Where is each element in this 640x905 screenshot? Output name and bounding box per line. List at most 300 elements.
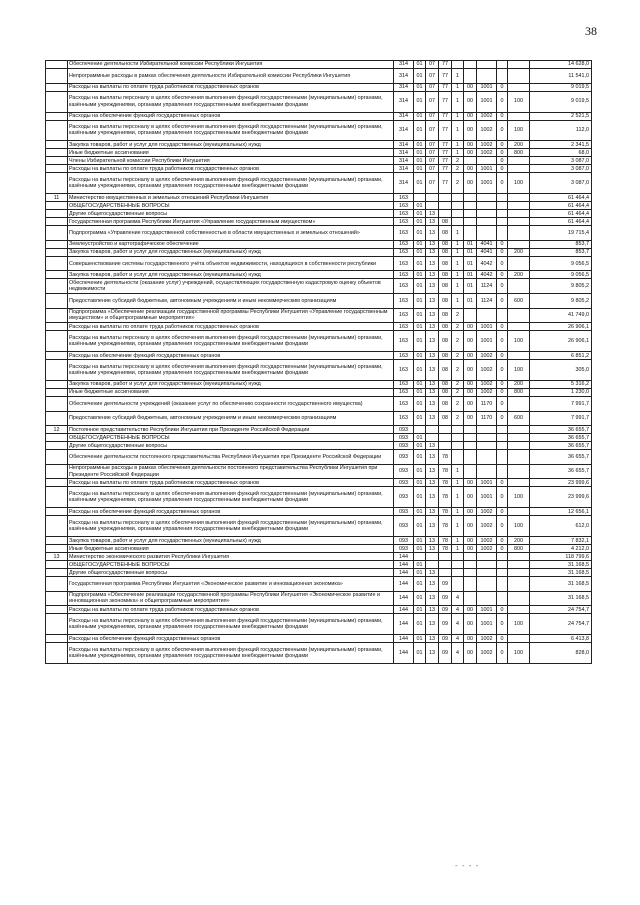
section-code: 01 [414,360,426,381]
row-number [46,165,68,173]
event-code [464,68,477,83]
row-number [46,397,68,412]
subsection-code: 13 [426,591,439,606]
target-code: 0 [497,141,508,149]
table-row [46,479,592,487]
ministry-code: 093 [394,508,414,516]
direction-code: 1002 [477,508,497,516]
row-amount: 9 056,5 [530,256,592,271]
event-code [464,308,477,323]
row-name: Подпрограмма «Управление государственной собственностью в области имущественных и земельных отношений» [68,226,394,241]
row-number [46,308,68,323]
table-row [46,450,592,465]
program-code [439,426,452,434]
row-name: Расходы на выплаты персоналу в целях обеспечения выполнения функций государственными (муниципальными) органами, казёнными учреждениями, органами управления государственными внебюджетными фондами [68,516,394,537]
program-code: 77 [439,68,452,83]
expense-type-code: 200 [508,271,530,279]
program-code: 08 [439,256,452,271]
target-code: 0 [497,173,508,194]
row-amount: 9 056,5 [530,271,592,279]
row-amount: 2 521,5 [530,112,592,120]
program-code: 09 [439,606,452,614]
subsection-code: 13 [426,308,439,323]
subsection-code: 13 [426,331,439,352]
subprogram-code [452,434,464,442]
subprogram-code [452,210,464,218]
row-amount: 853,7 [530,240,592,248]
subsection-code [426,561,439,569]
program-code: 77 [439,173,452,194]
row-number [46,173,68,194]
target-code [497,210,508,218]
ministry-code: 093 [394,426,414,434]
target-code: 0 [497,149,508,157]
row-number [46,487,68,508]
subsection-code: 13 [426,464,439,479]
event-code: 00 [464,173,477,194]
table-row [46,256,592,271]
subsection-code: 13 [426,397,439,412]
row-name: Министерство имущественных и земельных отношений Республики Ингушетия [68,194,394,202]
ministry-code: 163 [394,210,414,218]
row-amount: 7 991,7 [530,411,592,426]
section-code: 01 [414,516,426,537]
subsection-code: 13 [426,537,439,545]
event-code: 01 [464,294,477,309]
expense-type-code [508,450,530,465]
subprogram-code [452,194,464,202]
row-name: Расходы на выплаты по оплате труда работников государственных органов [68,83,394,91]
target-code: 0 [497,165,508,173]
target-code: 0 [497,323,508,331]
section-code: 01 [414,141,426,149]
expense-type-code [508,323,530,331]
direction-code [477,194,497,202]
target-code [497,308,508,323]
direction-code: 1001 [477,173,497,194]
section-code: 01 [414,614,426,635]
target-code [497,553,508,561]
row-name: Закупка товаров, работ и услуг для государственных (муниципальных) нужд [68,248,394,256]
row-amount: 31 168,5 [530,561,592,569]
event-code: 00 [464,411,477,426]
row-amount: 36 655,7 [530,426,592,434]
event-code: 00 [464,381,477,389]
subsection-code: 13 [426,606,439,614]
subsection-code: 13 [426,450,439,465]
row-number [46,68,68,83]
target-code: 0 [497,487,508,508]
subsection-code: 13 [426,545,439,553]
subprogram-code [452,442,464,450]
ministry-code: 163 [394,218,414,226]
section-code: 01 [414,61,426,69]
target-code: 0 [497,256,508,271]
section-code: 01 [414,635,426,643]
expense-type-code: 100 [508,91,530,112]
subsection-code: 07 [426,165,439,173]
event-code: 01 [464,271,477,279]
table-row [46,411,592,426]
subsection-code [426,194,439,202]
direction-code: 1002 [477,141,497,149]
expense-type-code [508,577,530,592]
row-name: Непрограммные расходы в рамках обеспечения деятельности постоянного представительства Республики Ингушетия при Президенте Российской Федерации [68,464,394,479]
row-amount: 6 851,2 [530,352,592,360]
target-code [497,434,508,442]
row-number [46,643,68,664]
subprogram-code: 2 [452,308,464,323]
event-code: 00 [464,397,477,412]
target-code [497,442,508,450]
row-number [46,83,68,91]
direction-code: 1002 [477,112,497,120]
ministry-code: 163 [394,323,414,331]
target-code [497,194,508,202]
target-code [497,450,508,465]
table-row [46,271,592,279]
row-name: Расходы на выплаты персоналу в целях обеспечения выполнения функций государственными (муниципальными) органами, казёнными учреждениями, органами управления государственными внебюджетными фондами [68,643,394,664]
row-amount: 31 168,5 [530,569,592,577]
target-code [497,202,508,210]
row-amount: 118 799,6 [530,553,592,561]
section-code: 01 [414,537,426,545]
row-name: Обеспечение деятельности Избирательной комиссии Республики Ингушетия [68,61,394,69]
program-code [439,434,452,442]
target-code: 0 [497,614,508,635]
target-code [497,61,508,69]
subprogram-code [452,218,464,226]
event-code: 00 [464,120,477,141]
target-code: 0 [497,537,508,545]
expense-type-code [508,194,530,202]
program-code [439,210,452,218]
row-amount: 26 906,1 [530,331,592,352]
program-code: 78 [439,516,452,537]
expense-type-code [508,308,530,323]
event-code: 00 [464,91,477,112]
row-number [46,248,68,256]
subsection-code: 13 [426,442,439,450]
subprogram-code: 1 [452,487,464,508]
table-row [46,537,592,545]
section-code: 01 [414,389,426,397]
section-code: 01 [414,397,426,412]
row-amount: 26 906,1 [530,323,592,331]
program-code: 08 [439,331,452,352]
direction-code: 1002 [477,389,497,397]
table-row [46,545,592,553]
direction-code: 1001 [477,487,497,508]
table-row [46,635,592,643]
subprogram-code: 2 [452,397,464,412]
expense-type-code [508,426,530,434]
program-code: 77 [439,149,452,157]
target-code [497,577,508,592]
row-number [46,352,68,360]
table-row [46,83,592,91]
row-name: Расходы на выплаты персоналу в целях обеспечения выполнения функций государственными (муниципальными) органами, казёнными учреждениями, органами управления государственными внебюджетными фондами [68,173,394,194]
program-code: 08 [439,381,452,389]
subprogram-code: 1 [452,256,464,271]
section-code: 01 [414,256,426,271]
event-code: 00 [464,141,477,149]
subsection-code: 07 [426,91,439,112]
scan-mark: - - - - [455,861,480,870]
subsection-code: 07 [426,141,439,149]
target-code [497,426,508,434]
expense-type-code [508,442,530,450]
target-code: 0 [497,411,508,426]
table-row [46,561,592,569]
direction-code [477,226,497,241]
program-code: 77 [439,112,452,120]
row-number [46,606,68,614]
row-amount: 5 316,2 [530,381,592,389]
row-name: Закупка товаров, работ и услуг для государственных (муниципальных) нужд [68,271,394,279]
subsection-code: 13 [426,279,439,294]
table-row [46,112,592,120]
event-code [464,591,477,606]
table-row [46,614,592,635]
expense-type-code: 600 [508,294,530,309]
subsection-code: 13 [426,569,439,577]
row-number [46,479,68,487]
subprogram-code [452,426,464,434]
subprogram-code: 2 [452,389,464,397]
ministry-code: 163 [394,279,414,294]
ministry-code: 314 [394,91,414,112]
section-code: 01 [414,569,426,577]
expense-type-code [508,83,530,91]
direction-code: 1001 [477,91,497,112]
event-code [464,450,477,465]
row-name: Другие общегосударственные вопросы [68,569,394,577]
program-code [439,202,452,210]
expense-type-code: 100 [508,331,530,352]
direction-code: 1001 [477,614,497,635]
row-amount: 1 230,0 [530,389,592,397]
target-code [497,226,508,241]
program-code: 77 [439,91,452,112]
direction-code: 1001 [477,165,497,173]
subsection-code: 07 [426,157,439,165]
table-row [46,606,592,614]
expense-type-code: 200 [508,248,530,256]
ministry-code: 144 [394,553,414,561]
row-name: Расходы на выплаты персоналу в целях обеспечения выполнения функций государственными (муниципальными) органами, казёнными учреждениями, органами управления государственными внебюджетными фондами [68,331,394,352]
row-name: Члены Избирательной комиссии Республики Ингушетия [68,157,394,165]
row-name: Совершенствование системы государственного учёта объектов недвижимости, находящихся в собственности республики [68,256,394,271]
row-amount: 9 805,2 [530,279,592,294]
target-code: 0 [497,83,508,91]
row-number [46,210,68,218]
subprogram-code: 1 [452,112,464,120]
ministry-code: 093 [394,450,414,465]
target-code: 0 [497,643,508,664]
expense-type-code [508,561,530,569]
table-row [46,141,592,149]
program-code: 77 [439,157,452,165]
expense-type-code [508,591,530,606]
row-number: 11 [46,194,68,202]
ministry-code: 144 [394,569,414,577]
subprogram-code [452,577,464,592]
row-name: Расходы на обеспечение функций государственных органов [68,112,394,120]
program-code: 08 [439,226,452,241]
ministry-code: 314 [394,61,414,69]
expense-type-code [508,569,530,577]
subsection-code: 13 [426,360,439,381]
row-name: Расходы на обеспечение функций государственных органов [68,352,394,360]
program-code: 09 [439,577,452,592]
program-code [439,553,452,561]
target-code [497,591,508,606]
event-code [464,157,477,165]
row-number [46,577,68,592]
program-code: 08 [439,397,452,412]
subprogram-code: 1 [452,120,464,141]
table-row [46,248,592,256]
ministry-code: 144 [394,561,414,569]
row-name: Расходы на выплаты по оплате труда работников государственных органов [68,479,394,487]
target-code: 0 [497,91,508,112]
row-number [46,323,68,331]
section-code: 01 [414,508,426,516]
subsection-code: 13 [426,248,439,256]
section-code: 01 [414,450,426,465]
subprogram-code: 1 [452,91,464,112]
target-code: 0 [497,294,508,309]
ministry-code: 314 [394,83,414,91]
expense-type-code [508,553,530,561]
direction-code: 4041 [477,248,497,256]
section-code: 01 [414,442,426,450]
ministry-code: 314 [394,120,414,141]
table-row [46,157,592,165]
row-amount: 612,0 [530,516,592,537]
ministry-code: 093 [394,516,414,537]
row-number [46,411,68,426]
direction-code [477,426,497,434]
table-row [46,553,592,561]
table-row [46,279,592,294]
program-code: 08 [439,360,452,381]
event-code [464,569,477,577]
table-body [46,61,592,664]
event-code: 00 [464,389,477,397]
direction-code: 1124 [477,294,497,309]
section-code: 01 [414,352,426,360]
program-code: 78 [439,545,452,553]
section-code: 01 [414,202,426,210]
row-name: Расходы на выплаты по оплате труда работников государственных органов [68,606,394,614]
section-code: 01 [414,91,426,112]
row-name: Закупка товаров, работ и услуг для государственных (муниципальных) нужд [68,141,394,149]
section-code: 01 [414,411,426,426]
row-name: Расходы на обеспечение функций государственных органов [68,508,394,516]
subprogram-code: 1 [452,508,464,516]
subprogram-code: 1 [452,83,464,91]
expense-type-code [508,210,530,218]
expense-type-code [508,464,530,479]
event-code: 01 [464,279,477,294]
row-amount: 24 754,7 [530,614,592,635]
section-code: 01 [414,120,426,141]
row-number [46,202,68,210]
table-row [46,577,592,592]
direction-code [477,561,497,569]
row-name: Расходы на выплаты по оплате труда работников государственных органов [68,323,394,331]
direction-code: 4042 [477,256,497,271]
event-code [464,464,477,479]
section-code: 01 [414,591,426,606]
section-code: 01 [414,112,426,120]
program-code: 78 [439,487,452,508]
direction-code [477,450,497,465]
table-row [46,516,592,537]
subsection-code: 13 [426,271,439,279]
subsection-code: 07 [426,68,439,83]
direction-code: 1001 [477,606,497,614]
table-row [46,464,592,479]
program-code: 08 [439,323,452,331]
table-row [46,120,592,141]
row-amount: 305,0 [530,360,592,381]
section-code: 01 [414,279,426,294]
target-code: 0 [497,389,508,397]
event-code: 01 [464,248,477,256]
program-code: 78 [439,537,452,545]
section-code [414,553,426,561]
subprogram-code: 1 [452,240,464,248]
target-code [497,561,508,569]
target-code: 0 [497,479,508,487]
row-name: Другие общегосударственные вопросы [68,210,394,218]
subprogram-code: 1 [452,279,464,294]
ministry-code: 093 [394,487,414,508]
table-row [46,210,592,218]
row-number [46,508,68,516]
program-code: 78 [439,508,452,516]
row-amount: 7 991,7 [530,397,592,412]
direction-code [477,210,497,218]
row-number [46,614,68,635]
ministry-code: 314 [394,165,414,173]
subprogram-code: 4 [452,606,464,614]
ministry-code: 144 [394,643,414,664]
ministry-code: 314 [394,68,414,83]
row-name: Постоянное представительство Республики Ингушетия при Президенте Российской Федерации [68,426,394,434]
program-code: 09 [439,614,452,635]
program-code: 09 [439,635,452,643]
row-amount: 68,0 [530,149,592,157]
direction-code [477,464,497,479]
direction-code: 1002 [477,537,497,545]
section-code: 01 [414,149,426,157]
target-code: 0 [497,397,508,412]
ministry-code: 144 [394,577,414,592]
target-code: 0 [497,120,508,141]
subsection-code: 07 [426,120,439,141]
event-code: 00 [464,83,477,91]
page-number: 38 [585,24,597,38]
program-code: 08 [439,248,452,256]
target-code [497,464,508,479]
section-code: 01 [414,331,426,352]
ministry-code: 314 [394,173,414,194]
ministry-code: 163 [394,411,414,426]
